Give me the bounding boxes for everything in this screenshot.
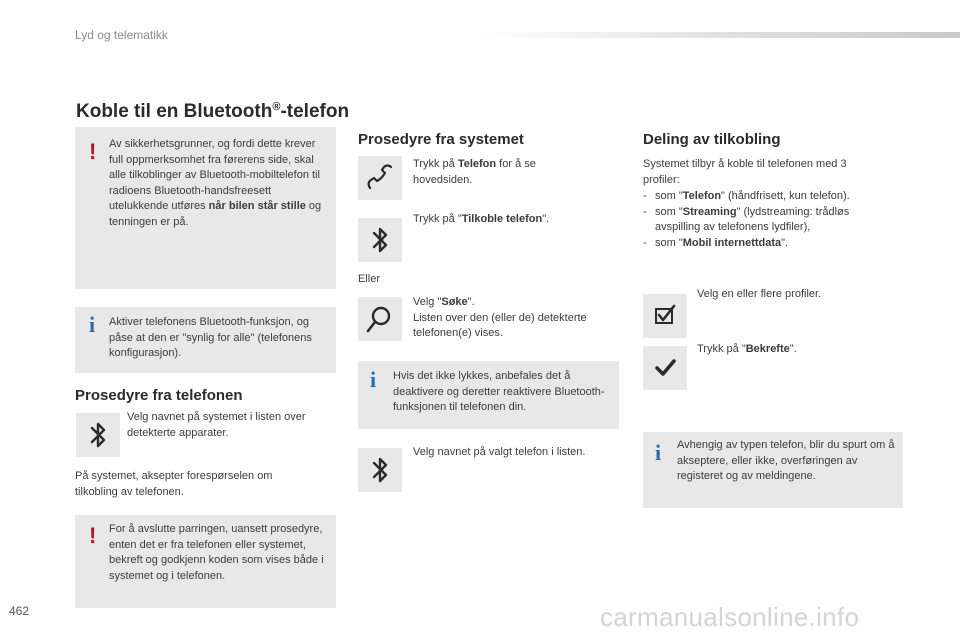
info-text: Hvis det ikke lykkes, anbefales det å deaktivere og deretter reaktivere Bluetooth-funksjonen til telefonen din. [393, 370, 605, 413]
bluetooth-icon [76, 413, 120, 457]
step-search: Velg "Søke". Listen over den (eller de) detekterte telefonen(e) vises. [413, 296, 587, 339]
list-item: - som "Streaming" (lydstreaming: trådløs avspilling av telefonens lydfiler), [643, 205, 850, 233]
watermark: carmanualsonline.info [600, 602, 860, 632]
list-item: - som "Mobil internettdata". [643, 236, 789, 249]
search-icon [358, 297, 402, 341]
info-icon: i [89, 312, 96, 337]
info-text: Aktiver telefonens Bluetooth-funksjon, og påse at den er "synlig for alle" (telefonens konfigurasjon). [109, 316, 312, 359]
profile-list [643, 189, 893, 251]
or-label: Eller [358, 273, 381, 285]
step-select-phone: Velg navnet på valgt telefon i listen. [413, 446, 586, 458]
warning-text: Av sikkerhetsgrunner, og fordi dette krever full oppmerksomhet fra førerens side, skal alle tilkoblinger av Bluetooth-mobiltelefon til radioens Bluetooth-handsfreesett utelukkende utføres når bilen står stille og tenningen er på. [109, 138, 322, 228]
info-box-transfer [643, 432, 903, 508]
info-icon: i [655, 440, 662, 465]
checkbox-select-icon [643, 294, 687, 338]
phone-icon [358, 156, 402, 200]
step-select-system: Velg navnet på systemet i listen over detekterte apparater. [127, 411, 306, 439]
info-text: Avhengig av typen telefon, blir du spurt om å akseptere, eller ikke, overføringen av registeret og av meldingene. [677, 439, 895, 482]
warning-icon: ! [89, 523, 97, 548]
step-select-profiles: Velg en eller flere profiler. [697, 288, 822, 300]
page-number: 462 [9, 604, 30, 618]
step-confirm: Trykk på "Bekrefte". [697, 343, 797, 355]
warning-text: For å avslutte parringen, uansett prosedyre, enten det er fra telefonen eller systemet, bekreft og godkjenn koden som vises både i systemet og i telefonen. [109, 523, 324, 582]
list-item: - som "Telefon" (håndfrisett, kun telefon). [643, 190, 850, 202]
bluetooth-icon [358, 448, 402, 492]
profiles-intro: Systemet tilbyr å koble til telefonen med 3 profiler: [643, 158, 847, 186]
heading-system-procedure: Prosedyre fra systemet [358, 131, 524, 148]
bluetooth-icon [358, 218, 402, 262]
checkmark-icon [643, 346, 687, 390]
info-icon: i [370, 367, 377, 392]
step-connect-phone: Trykk på "Tilkoble telefon". [413, 213, 550, 225]
header-bar [480, 32, 960, 38]
warning-box-safety [75, 127, 336, 289]
step-press-phone: Trykk på Telefon for å se hovedsiden. [413, 158, 536, 186]
warning-icon: ! [89, 139, 97, 164]
warning-box-pairing [75, 515, 336, 608]
accept-request-text: På systemet, aksepter forespørselen om tilkobling av telefonen. [75, 470, 273, 498]
section-header: Lyd og telematikk [75, 28, 168, 42]
info-box-reactivate [358, 361, 619, 429]
heading-phone-procedure: Prosedyre fra telefonen [75, 387, 243, 404]
info-box-activate [75, 307, 336, 373]
page-title: Koble til en Bluetooth®-telefon [76, 101, 350, 122]
heading-sharing: Deling av tilkobling [643, 131, 781, 148]
